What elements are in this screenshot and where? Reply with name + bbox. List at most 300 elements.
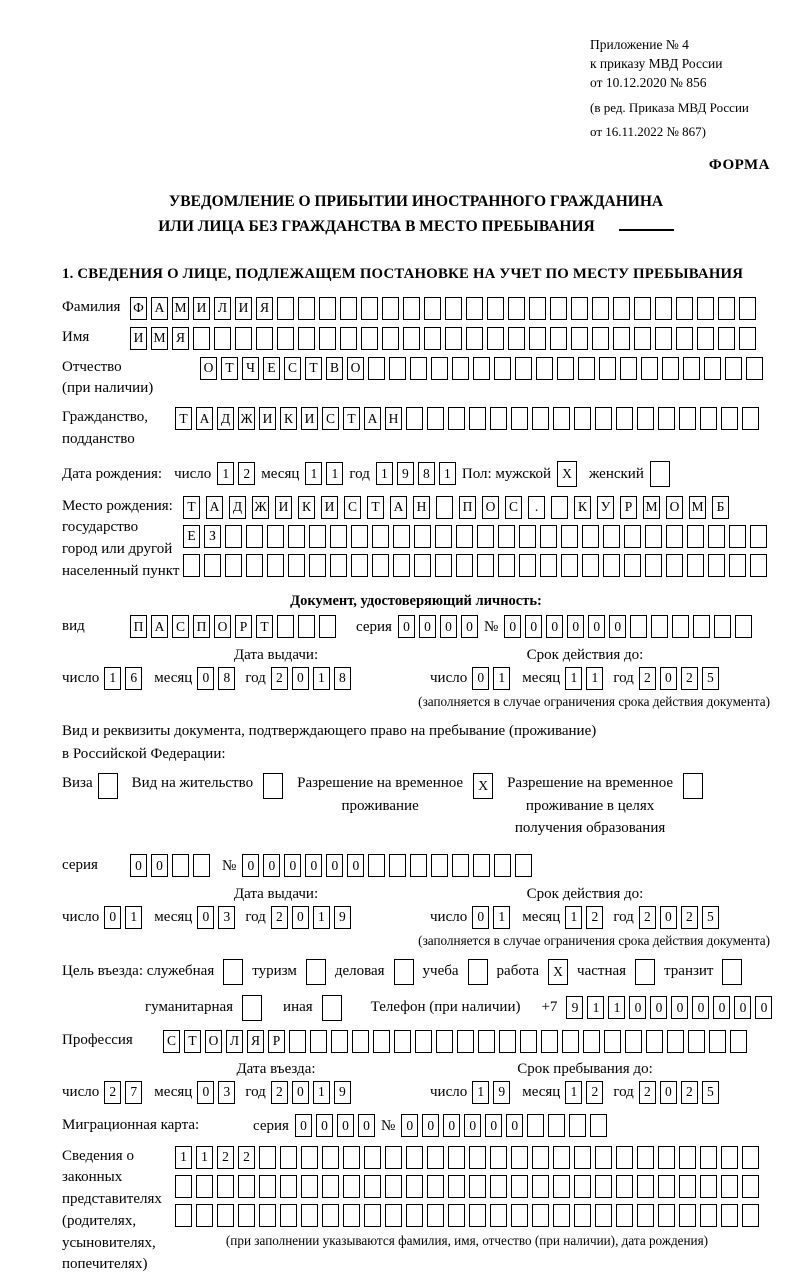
stay-year	[639, 1081, 719, 1104]
char-cell: Я	[256, 297, 273, 320]
char-cell	[574, 1146, 591, 1169]
residence-dates-row	[62, 906, 770, 929]
char-cell	[301, 1204, 318, 1227]
annex-line-2: к приказу МВД России	[590, 55, 723, 71]
char-cell	[746, 357, 763, 380]
char-cell	[742, 1175, 759, 1198]
char-cell: Т	[184, 1030, 201, 1053]
residence-seriya-label: серия	[62, 856, 98, 873]
char-cell	[298, 615, 315, 638]
char-cell	[343, 1204, 360, 1227]
char-cell: 1	[104, 667, 121, 690]
char-cell	[583, 1030, 600, 1053]
form-title-line1: УВЕДОМЛЕНИЕ О ПРИБЫТИИ ИНОСТРАННОГО ГРАЖДАНИНА	[168, 193, 664, 211]
entry-date-heading: Дата въезда:	[236, 1060, 316, 1077]
char-cell	[309, 525, 326, 548]
char-cell	[729, 554, 746, 577]
visa-checkbox	[98, 773, 118, 799]
char-cell	[645, 554, 662, 577]
char-cell: 2	[681, 906, 698, 929]
purpose-private-checkbox	[635, 959, 655, 985]
char-cell: 0	[130, 854, 147, 877]
temp-residence-education-label: Разрешение на временное проживание в целях получения образования	[507, 775, 674, 837]
annex-line-1: Приложение № 4	[590, 37, 689, 52]
purpose-row-1	[62, 959, 770, 985]
birth-place-rows	[183, 496, 767, 577]
char-cell: Д	[217, 407, 234, 430]
char-cell: 0	[292, 1081, 309, 1104]
char-cell	[435, 525, 452, 548]
char-cell	[309, 554, 326, 577]
char-cell	[175, 1175, 192, 1198]
char-cell	[557, 357, 574, 380]
sex-female-checkbox	[650, 461, 670, 487]
field-representatives	[62, 1146, 770, 1276]
char-cell: И	[301, 407, 318, 430]
char-cell	[196, 1175, 213, 1198]
char-cell	[613, 297, 630, 320]
char-cell	[658, 407, 675, 430]
char-cell	[487, 327, 504, 350]
char-cell: Р	[268, 1030, 285, 1053]
purpose-humanitarian-checkbox	[242, 995, 262, 1021]
char-cell	[634, 297, 651, 320]
char-cell: 1	[125, 906, 142, 929]
char-cell	[515, 854, 532, 877]
char-cell	[687, 554, 704, 577]
char-cell: Т	[256, 615, 273, 638]
residence-valid-day	[472, 906, 510, 929]
char-cell	[540, 525, 557, 548]
char-cell	[714, 615, 731, 638]
char-cell: Т	[343, 407, 360, 430]
char-cell	[687, 525, 704, 548]
char-cell	[718, 327, 735, 350]
char-cell	[616, 1175, 633, 1198]
char-cell	[529, 297, 546, 320]
residence-issue-year	[271, 906, 351, 929]
purpose-row-2	[62, 995, 770, 1021]
temp-residence-checkbox: X	[473, 773, 493, 799]
char-cell	[382, 297, 399, 320]
char-cell	[532, 1146, 549, 1169]
char-cell	[630, 615, 647, 638]
char-cell	[490, 1204, 507, 1227]
purpose-work-checkbox: X	[548, 959, 568, 985]
stay-month	[565, 1081, 603, 1104]
entry-date: число 2 7 месяц 0 3 год 2 0 1 9	[62, 1081, 430, 1104]
char-cell: Ж	[252, 496, 269, 519]
identity-num-label: №	[483, 618, 499, 635]
migration-seriya-label: серия	[253, 1117, 289, 1134]
char-cell	[708, 554, 725, 577]
char-cell: 2	[238, 1146, 255, 1169]
char-cell	[683, 357, 700, 380]
section1-heading: 1. СВЕДЕНИЯ О ЛИЦЕ, ПОДЛЕЖАЩЕМ ПОСТАНОВКЕ НА УЧЕТ ПО МЕСТУ ПРЕБЫВАНИЯ	[62, 265, 744, 282]
char-cell: Н	[385, 407, 402, 430]
char-cell	[574, 1175, 591, 1198]
char-cell	[721, 407, 738, 430]
char-cell: 1	[196, 1146, 213, 1169]
char-cell: М	[689, 496, 706, 519]
char-cell: 1	[305, 462, 322, 485]
char-cell: П	[459, 496, 476, 519]
birth-day-boxes	[217, 462, 255, 485]
char-cell	[520, 1030, 537, 1053]
char-cell	[532, 1204, 549, 1227]
char-cell: 7	[125, 1081, 142, 1104]
char-cell: К	[280, 407, 297, 430]
identity-doc-heading: Документ, удостоверяющий личность:	[290, 592, 542, 609]
char-cell	[394, 1030, 411, 1053]
char-cell: И	[259, 407, 276, 430]
char-cell	[541, 1030, 558, 1053]
purpose-tourism-checkbox	[306, 959, 326, 985]
char-cell: 3	[218, 1081, 235, 1104]
char-cell	[322, 1204, 339, 1227]
char-cell	[637, 1175, 654, 1198]
char-cell	[364, 1204, 381, 1227]
sex-female-label: женский	[589, 465, 644, 482]
char-cell: 0	[713, 996, 730, 1019]
residence-issue-date: число 0 1 месяц 0 3 год 2 0 1 9	[62, 906, 430, 929]
char-cell: 0	[197, 906, 214, 929]
char-cell: 5	[702, 906, 719, 929]
char-cell	[259, 1204, 276, 1227]
char-cell	[490, 1175, 507, 1198]
sex-male-checkbox: X	[557, 461, 577, 487]
char-cell: 0	[422, 1114, 439, 1137]
char-cell	[527, 1114, 544, 1137]
char-cell: 0	[671, 996, 688, 1019]
char-cell	[550, 297, 567, 320]
field-patronymic	[62, 357, 770, 401]
char-cell	[427, 1175, 444, 1198]
char-cell	[477, 554, 494, 577]
char-cell	[322, 1146, 339, 1169]
char-cell	[536, 357, 553, 380]
char-cell: 1	[565, 1081, 582, 1104]
char-cell: 2	[586, 906, 603, 929]
char-cell	[511, 407, 528, 430]
entry-dates-row	[62, 1081, 770, 1104]
char-cell	[700, 407, 717, 430]
stay-until-heading: Срок пребывания до:	[517, 1060, 653, 1077]
char-cell	[700, 1146, 717, 1169]
char-cell	[624, 554, 641, 577]
char-cell	[246, 554, 263, 577]
char-cell	[372, 554, 389, 577]
char-cell	[519, 525, 536, 548]
identity-doc-row	[62, 615, 770, 639]
char-cell: Т	[367, 496, 384, 519]
identity-valid-year	[639, 667, 719, 690]
char-cell: К	[298, 496, 315, 519]
name-label: Имя	[62, 328, 90, 345]
char-cell	[742, 407, 759, 430]
char-cell: М	[172, 297, 189, 320]
forma-label: ФОРМА	[708, 157, 770, 174]
char-cell	[225, 525, 242, 548]
phone-label: Телефон (при наличии)	[370, 999, 521, 1016]
representatives-row3	[175, 1204, 759, 1227]
identity-issue-day	[104, 667, 142, 690]
char-cell	[708, 525, 725, 548]
char-cell	[238, 1204, 255, 1227]
char-cell	[634, 327, 651, 350]
char-cell	[679, 1146, 696, 1169]
char-cell: К	[574, 496, 591, 519]
option-visa	[62, 772, 118, 799]
char-cell	[424, 297, 441, 320]
char-cell	[473, 854, 490, 877]
char-cell	[175, 1204, 192, 1227]
residence-issue-month	[197, 906, 235, 929]
char-cell: 2	[681, 1081, 698, 1104]
char-cell: Р	[620, 496, 637, 519]
char-cell	[655, 297, 672, 320]
char-cell	[267, 554, 284, 577]
temp-residence-label: Разрешение на временное проживание	[297, 775, 464, 814]
char-cell: 0	[197, 667, 214, 690]
char-cell: О	[666, 496, 683, 519]
patronymic-boxes	[200, 357, 763, 380]
identity-issue-month	[197, 667, 235, 690]
birth-month-label: месяц	[261, 465, 300, 482]
char-cell	[666, 554, 683, 577]
char-cell	[553, 1204, 570, 1227]
purpose-label: Цель въезда: служебная	[62, 963, 215, 980]
char-cell	[616, 1204, 633, 1227]
birth-day-label: число	[174, 465, 212, 482]
char-cell	[511, 1204, 528, 1227]
char-cell	[431, 357, 448, 380]
char-cell	[427, 1146, 444, 1169]
char-cell: А	[196, 407, 213, 430]
title-blank-line	[619, 229, 674, 231]
identity-valid-heading: Срок действия до:	[526, 646, 644, 663]
char-cell: 3	[218, 906, 235, 929]
stay-until-date: число 1 9 месяц 1 2 год 2 0 2 5	[430, 1081, 719, 1104]
char-cell: И	[193, 297, 210, 320]
char-cell	[700, 1175, 717, 1198]
char-cell	[693, 615, 710, 638]
char-cell: 2	[104, 1081, 121, 1104]
char-cell: А	[390, 496, 407, 519]
char-cell: 0	[485, 1114, 502, 1137]
char-cell: А	[151, 297, 168, 320]
char-cell	[666, 525, 683, 548]
char-cell	[406, 1146, 423, 1169]
residence-dates-head	[62, 886, 770, 903]
name-boxes	[130, 327, 756, 350]
char-cell	[532, 1175, 549, 1198]
char-cell	[532, 407, 549, 430]
char-cell	[193, 327, 210, 350]
char-cell: 0	[629, 996, 646, 1019]
char-cell	[604, 1030, 621, 1053]
char-cell: Л	[226, 1030, 243, 1053]
char-cell: 1	[587, 996, 604, 1019]
purpose-tourism-label: туризм	[252, 963, 297, 980]
char-cell: П	[130, 615, 147, 638]
char-cell	[578, 357, 595, 380]
purpose-work-label: работа	[496, 963, 540, 980]
migration-seriya-boxes	[295, 1114, 375, 1137]
char-cell	[340, 327, 357, 350]
char-cell	[288, 554, 305, 577]
char-cell: И	[321, 496, 338, 519]
char-cell: Т	[221, 357, 238, 380]
char-cell: 0	[292, 667, 309, 690]
char-cell: 0	[440, 615, 457, 638]
temp-residence-education-checkbox	[683, 773, 703, 799]
residence-valid-date: число 0 1 месяц 1 2 год 2 0 2 5	[430, 906, 719, 929]
char-cell	[246, 525, 263, 548]
char-cell	[319, 615, 336, 638]
char-cell: 0	[650, 996, 667, 1019]
purpose-other-label: иная	[283, 999, 313, 1016]
char-cell	[256, 327, 273, 350]
char-cell: М	[643, 496, 660, 519]
char-cell: О	[482, 496, 499, 519]
purpose-study-label: учеба	[422, 963, 459, 980]
char-cell: М	[151, 327, 168, 350]
purpose-humanitarian-label: гуманитарная	[145, 999, 234, 1016]
char-cell: 8	[418, 462, 435, 485]
char-cell: 2	[217, 1146, 234, 1169]
identity-valid-date: число 0 1 месяц 1 1 год 2 0 2 5	[430, 667, 719, 690]
char-cell	[452, 854, 469, 877]
char-cell: 0	[284, 854, 301, 877]
char-cell	[574, 407, 591, 430]
char-cell: 0	[358, 1114, 375, 1137]
char-cell: 2	[271, 667, 288, 690]
char-cell	[704, 357, 721, 380]
char-cell	[364, 1175, 381, 1198]
char-cell	[688, 1030, 705, 1053]
char-cell	[750, 525, 767, 548]
char-cell	[225, 554, 242, 577]
char-cell	[592, 327, 609, 350]
char-cell	[235, 327, 252, 350]
char-cell	[499, 1030, 516, 1053]
char-cell: 0	[295, 1114, 312, 1137]
char-cell	[204, 554, 221, 577]
char-cell: И	[130, 327, 147, 350]
char-cell: 9	[493, 1081, 510, 1104]
char-cell	[298, 327, 315, 350]
char-cell	[424, 327, 441, 350]
char-cell	[679, 1175, 696, 1198]
char-cell: 1	[586, 667, 603, 690]
char-cell	[469, 1146, 486, 1169]
char-cell: О	[205, 1030, 222, 1053]
sex-male-label: Пол: мужской	[461, 465, 552, 482]
char-cell: Я	[247, 1030, 264, 1053]
char-cell	[540, 554, 557, 577]
char-cell	[277, 615, 294, 638]
char-cell: И	[275, 496, 292, 519]
residence-valid-month	[565, 906, 603, 929]
char-cell	[551, 496, 568, 519]
char-cell	[361, 297, 378, 320]
char-cell	[569, 1114, 586, 1137]
char-cell: 0	[567, 615, 584, 638]
purpose-study-checkbox	[468, 959, 488, 985]
char-cell: 1	[439, 462, 456, 485]
char-cell	[603, 525, 620, 548]
char-cell	[469, 1204, 486, 1227]
char-cell	[352, 1030, 369, 1053]
char-cell: С	[172, 615, 189, 638]
form-title-line2: ИЛИ ЛИЦА БЕЗ ГРАЖДАНСТВА В МЕСТО ПРЕБЫВАНИЯ	[62, 215, 770, 240]
char-cell: С	[344, 496, 361, 519]
char-cell: З	[204, 525, 221, 548]
residence-permit-label: Вид на жительство	[131, 775, 254, 792]
char-cell	[676, 327, 693, 350]
representatives-rows	[175, 1146, 759, 1276]
residence-doc-options	[62, 772, 770, 840]
char-cell	[298, 297, 315, 320]
char-cell	[616, 1146, 633, 1169]
char-cell	[667, 1030, 684, 1053]
char-cell	[319, 297, 336, 320]
annex-line-5: от 16.11.2022 № 867)	[590, 123, 707, 139]
char-cell: В	[326, 357, 343, 380]
annex-note	[590, 36, 800, 141]
phone-prefix: +7	[541, 999, 558, 1016]
char-cell	[599, 357, 616, 380]
char-cell: 0	[292, 906, 309, 929]
char-cell	[646, 1030, 663, 1053]
char-cell	[494, 357, 511, 380]
char-cell: 8	[334, 667, 351, 690]
birth-place-row2	[183, 525, 767, 548]
char-cell: 1	[565, 906, 582, 929]
purpose-official-checkbox	[223, 959, 243, 985]
char-cell	[641, 357, 658, 380]
char-cell	[403, 327, 420, 350]
birth-place-row3	[183, 554, 767, 577]
field-profession	[62, 1030, 770, 1053]
birth-year-label: год	[349, 465, 370, 482]
char-cell: Ж	[238, 407, 255, 430]
option-residence-permit	[132, 772, 283, 799]
char-cell: 0	[734, 996, 751, 1019]
char-cell: 2	[586, 1081, 603, 1104]
char-cell: А	[151, 615, 168, 638]
char-cell	[620, 357, 637, 380]
birth-month-boxes	[305, 462, 343, 485]
residence-permit-checkbox	[263, 773, 283, 799]
purpose-business-label: деловая	[334, 963, 385, 980]
identity-valid-day	[472, 667, 510, 690]
purpose-private-label: частная	[577, 963, 627, 980]
char-cell	[351, 525, 368, 548]
char-cell	[403, 297, 420, 320]
char-cell	[389, 854, 406, 877]
char-cell	[361, 327, 378, 350]
char-cell	[301, 1175, 318, 1198]
char-cell	[217, 1204, 234, 1227]
option-temp-residence-education	[507, 772, 703, 840]
char-cell	[322, 1175, 339, 1198]
char-cell: У	[597, 496, 614, 519]
char-cell	[571, 297, 588, 320]
char-cell: С	[505, 496, 522, 519]
char-cell: 0	[472, 667, 489, 690]
